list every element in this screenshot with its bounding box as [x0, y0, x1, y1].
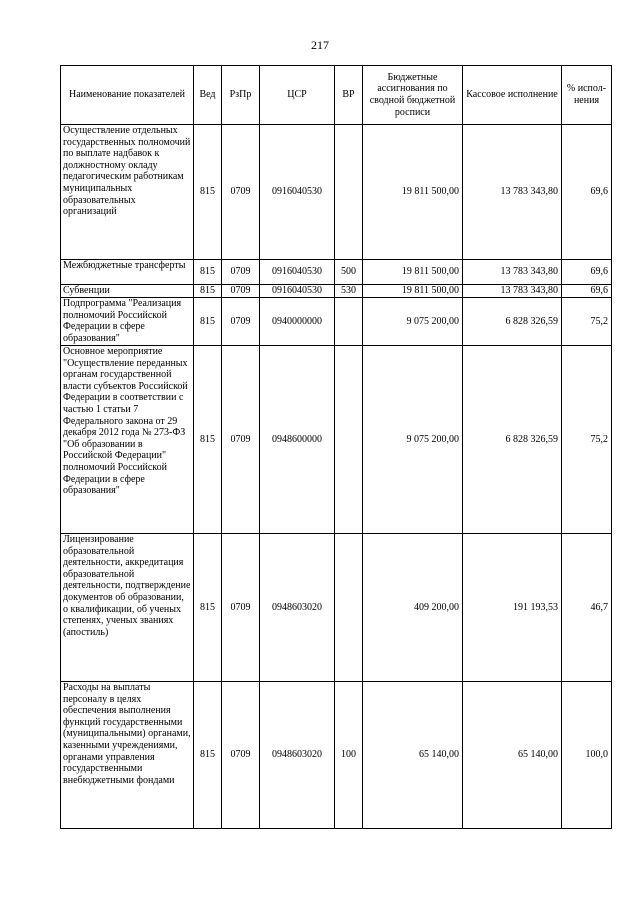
row-rzpr: 0709	[222, 534, 260, 682]
row-cash: 6 828 326,59	[463, 298, 562, 346]
row-cash: 13 783 343,80	[463, 285, 562, 298]
header-ved: Вед	[194, 66, 222, 125]
row-rzpr: 0709	[222, 285, 260, 298]
row-csr: 0916040530	[260, 285, 335, 298]
row-ved: 815	[194, 298, 222, 346]
row-rzpr: 0709	[222, 682, 260, 829]
table-header-row	[61, 66, 612, 125]
row-budget: 19 811 500,00	[363, 125, 463, 260]
header-csr: ЦСР	[260, 66, 335, 125]
row-rzpr: 0709	[222, 125, 260, 260]
header-cash: Кассовое исполнение	[463, 66, 562, 125]
header-budget: Бюджетные ассигнования по сводной бюджетной росписи	[363, 66, 463, 125]
row-pct: 75,2	[562, 298, 612, 346]
row-vr	[335, 346, 363, 534]
table-row	[61, 260, 612, 285]
row-ved: 815	[194, 682, 222, 829]
row-vr	[335, 534, 363, 682]
row-rzpr: 0709	[222, 346, 260, 534]
row-csr: 0948603020	[260, 534, 335, 682]
row-vr: 500	[335, 260, 363, 285]
table-row	[61, 346, 612, 534]
table-row	[61, 285, 612, 298]
row-csr: 0916040530	[260, 125, 335, 260]
row-rzpr: 0709	[222, 298, 260, 346]
row-vr: 100	[335, 682, 363, 829]
header-pct: % испол-нения	[562, 66, 612, 125]
row-csr: 0948603020	[260, 682, 335, 829]
row-csr: 0948600000	[260, 346, 335, 534]
row-vr	[335, 125, 363, 260]
row-cash: 6 828 326,59	[463, 346, 562, 534]
row-pct: 69,6	[562, 285, 612, 298]
row-pct: 75,2	[562, 346, 612, 534]
row-pct: 100,0	[562, 682, 612, 829]
row-vr: 530	[335, 285, 363, 298]
row-ved: 815	[194, 534, 222, 682]
row-pct: 46,7	[562, 534, 612, 682]
row-cash: 13 783 343,80	[463, 125, 562, 260]
row-cash: 65 140,00	[463, 682, 562, 829]
row-name: Межбюджетные трансферты	[61, 260, 194, 285]
row-budget: 19 811 500,00	[363, 285, 463, 298]
row-vr	[335, 298, 363, 346]
row-ved: 815	[194, 285, 222, 298]
header-rzpr: РзПр	[222, 66, 260, 125]
row-pct: 69,6	[562, 260, 612, 285]
row-cash: 191 193,53	[463, 534, 562, 682]
row-rzpr: 0709	[222, 260, 260, 285]
row-pct: 69,6	[562, 125, 612, 260]
row-name: Лицензирование образовательной деятельности, аккредитация образовательной деятельности, подтверждение документов об образовании, о квалификации, об ученых степенях, ученых званиях (апостиль)	[61, 534, 194, 682]
row-name: Основное мероприятие "Осуществление переданных органам государственной власти субъектов Российской Федерации в соответствии с частью 1 статьи 7 Федерального закона от 29 декабря 2012 года № 273-ФЗ "Об образовании в Российской Федерации" полномочий Российской Федерации в сфере образования"	[61, 346, 194, 534]
table-row	[61, 125, 612, 260]
row-csr: 0916040530	[260, 260, 335, 285]
table-row	[61, 682, 612, 829]
row-csr: 0940000000	[260, 298, 335, 346]
row-name: Субвенции	[61, 285, 194, 298]
row-budget: 65 140,00	[363, 682, 463, 829]
row-name: Расходы на выплаты персоналу в целях обеспечения выполнения функций государственными (муниципальными) органами, казенными учреждениями, органами управления государственными внебюджетными фондами	[61, 682, 194, 829]
row-budget: 9 075 200,00	[363, 346, 463, 534]
row-cash: 13 783 343,80	[463, 260, 562, 285]
row-budget: 409 200,00	[363, 534, 463, 682]
table-row	[61, 534, 612, 682]
header-name: Наименование показателей	[61, 66, 194, 125]
table-row	[61, 298, 612, 346]
row-budget: 19 811 500,00	[363, 260, 463, 285]
page-number: 217	[311, 38, 329, 52]
budget-execution-table	[60, 65, 612, 829]
row-ved: 815	[194, 260, 222, 285]
row-ved: 815	[194, 125, 222, 260]
row-ved: 815	[194, 346, 222, 534]
header-vr: ВР	[335, 66, 363, 125]
row-budget: 9 075 200,00	[363, 298, 463, 346]
row-name: Осуществление отдельных государственных полномочий по выплате надбавок к должностному окладу педагогическим работникам муниципальных образовательных организаций	[61, 125, 194, 260]
row-name: Подпрограмма "Реализация полномочий Российской Федерации в сфере образования"	[61, 298, 194, 346]
